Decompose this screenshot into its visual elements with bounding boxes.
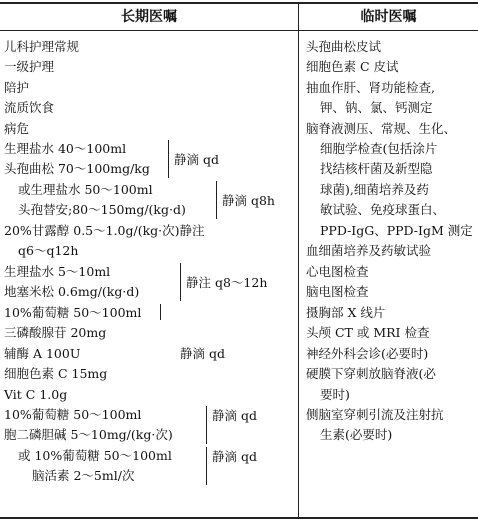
group-3-route: 静注 q8～12h [186,275,268,290]
group-6-route: 静滴 qd [212,449,257,464]
temp-order-ceftriaxone-skin-test: 头孢曲松皮试 [306,39,382,54]
temp-order-eeg: 脑电图检查 [306,284,369,299]
temp-order-subdural-puncture: 硬膜下穿刺放脑脊液(必 [306,366,436,381]
order-mannitol: 20%甘露醇 0.5～1.0g/(kg·次)静注 [4,223,205,238]
order-pediatric-care: 儿科护理常规 [4,39,80,54]
order-critical: 病危 [4,121,30,136]
table-top-border [0,2,478,4]
order-mannitol-frequency: q6～q12h [18,243,79,258]
order-cytochrome-c: 细胞色素 C 15mg [4,366,108,381]
temporary-orders-header: 临时医嘱 [360,9,417,25]
temp-order-chest-xray: 摄胸部 X 线片 [306,305,386,320]
group-4-route: 静滴 qd [180,346,225,361]
temp-order-cytochrome-skin-test: 细胞色素 C 皮试 [306,59,399,74]
long-term-orders-header: 长期医嘱 [121,9,177,25]
column-divider [298,2,299,519]
bracket-group-1 [168,140,169,178]
temp-order-csf-tests: 脑脊液测压、常规、生化、 [306,121,457,136]
bracket-group-3 [180,263,181,301]
temp-order-electrolytes: 钾、钠、氯、钙测定 [320,100,433,115]
header-divider [0,30,478,31]
temp-order-ventricular-drainage-cont: 生素(必要时) [320,427,393,442]
temp-order-ventricular-drainage: 侧脑室穿刺引流及注射抗 [306,407,444,422]
temp-order-head-ct-mri: 头颅 CT 或 MRI 检查 [306,325,430,340]
order-coenzyme-a: 辅酶 A 100U [4,346,81,361]
temp-order-neurosurgery-consult: 神经外科会诊(必要时) [306,346,429,361]
order-accompany: 陪护 [4,80,30,95]
temp-order-ecg: 心电图检查 [306,264,369,279]
group-1-route: 静滴 qd [174,152,219,167]
order-ceftriaxone: 头孢曲松 70～100mg/kg [4,161,150,176]
group-2-route: 静滴 q8h [222,193,275,208]
bracket-group-5 [206,406,207,444]
bracket-group-6 [206,447,207,485]
order-liquid-diet: 流质饮食 [4,100,55,115]
temp-order-csf-line-6: PPD-IgG、PPD-IgM 测定 [320,223,473,238]
order-cerebrolysin: 脑活素 2～5ml/次 [32,468,135,483]
order-vitamin-c: Vit C 1.0g [4,387,68,402]
temp-order-csf-line-4: 球菌),细菌培养及药 [320,182,429,197]
bracket-group-2 [216,181,217,219]
bracket-group-4 [160,304,161,320]
group-5-route: 静滴 qd [212,408,257,423]
order-cefotiam: 头孢替安;80～150mg/(kg·d) [18,202,186,217]
order-glucose-10-b: 10%葡萄糖 50～100ml [4,407,142,422]
temp-order-csf-line-2: 细胞学检查(包括涂片 [320,141,438,156]
order-glucose-10: 10%葡萄糖 50～100ml [4,305,142,320]
temp-order-subdural-puncture-cont: 要时) [320,387,350,402]
order-glucose-10-c: 或 10%葡萄糖 50～100ml [18,448,172,463]
temp-order-blood-culture: 血细菌培养及药敏试验 [306,243,432,258]
order-saline-5: 生理盐水 5～10ml [4,264,111,279]
temp-order-csf-line-5: 敏试验、免疫球蛋白、 [320,202,446,217]
order-citicoline: 胞二磷胆碱 5～10mg/(kg·次) [4,427,173,442]
order-dexamethasone: 地塞米松 0.6mg/(kg·d) [4,284,140,299]
order-saline-40: 生理盐水 40～100ml [4,141,127,156]
order-atp: 三磷酸腺苷 20mg [4,325,107,340]
order-nursing-level: 一级护理 [4,59,55,74]
order-saline-50: 或生理盐水 50～100ml [18,182,153,197]
temp-order-blood-tests: 抽血作肝、肾功能检查, [306,80,435,95]
temp-order-csf-line-3: 找结核杆菌及新型隐 [320,161,433,176]
table-bottom-border [0,517,478,519]
